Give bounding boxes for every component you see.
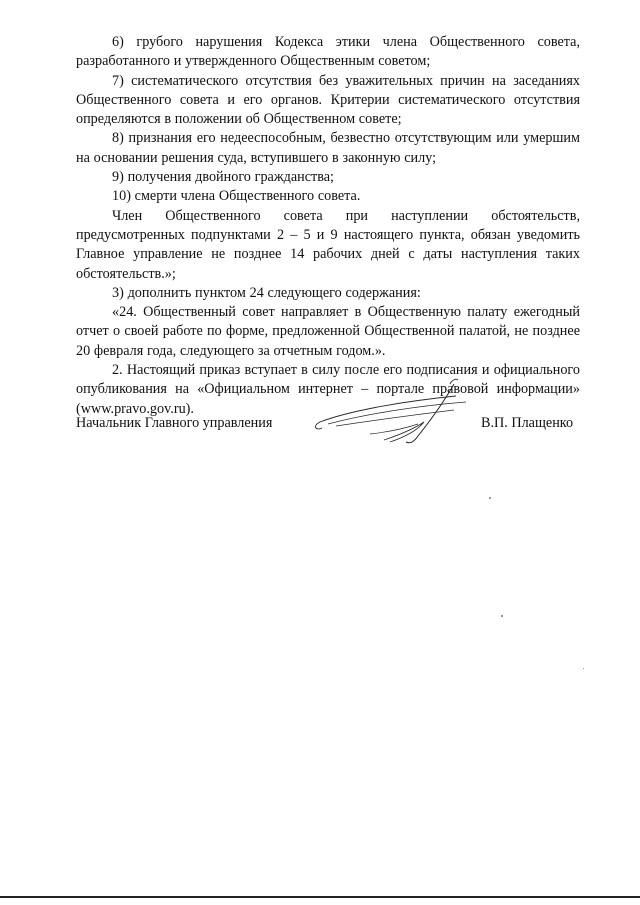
- paragraph-item-9: 9) получения двойного гражданства;: [112, 169, 334, 186]
- scan-edge-line: [0, 896, 640, 898]
- paragraph-clause-24: «24. Общественный совет направляет в Общественную палату ежегодный отчет о своей работе по форме, предложенной Общественной палатой, не позднее 20 февраля года, следующего за отчетным годом.».: [76, 304, 580, 359]
- scan-speck: [501, 615, 503, 617]
- handwritten-signature: [306, 376, 476, 450]
- scan-speck: [489, 497, 491, 499]
- paragraph-item-8: 8) признания его недееспособным, безвестно отсутствующим или умершим на основании решения суда, вступившего в законную силу;: [76, 130, 580, 166]
- paragraph-item-10: 10) смерти члена Общественного совета.: [112, 188, 361, 205]
- paragraph-item-7: 7) систематического отсутствия без уважительных причин на заседаниях Общественного совета и его органов. Критерии систематического отсутствия определяются в положении об Общественном совете;: [76, 72, 580, 128]
- paragraph-amendment-3: 3) дополнить пунктом 24 следующего содержания:: [112, 284, 421, 301]
- paragraph-order-effect: 2. Настоящий приказ вступает в силу после его подписания и официального опубликования на «Официальном интернет – портале правовой информации» (www.pravo.gov.ru).: [76, 362, 580, 417]
- paragraph-item-6: 6) грубого нарушения Кодекса этики члена Общественного совета, разработанного и утвержденного Общественным советом;: [76, 34, 580, 70]
- signatory-name: В.П. Плащенко: [481, 415, 574, 431]
- signatory-position: Начальник Главного управления: [76, 415, 273, 431]
- document-body: [76, 33, 580, 419]
- scan-speck: [583, 668, 584, 669]
- paragraph-member-notice: Член Общественного совета при наступлении обстоятельств, предусмотренных подпунктами 2 – 5 и 9 настоящего пункта, обязан уведомить Главное управление не позднее 14 рабочих дней с даты наступления таких обстоятельств.»;: [76, 207, 580, 282]
